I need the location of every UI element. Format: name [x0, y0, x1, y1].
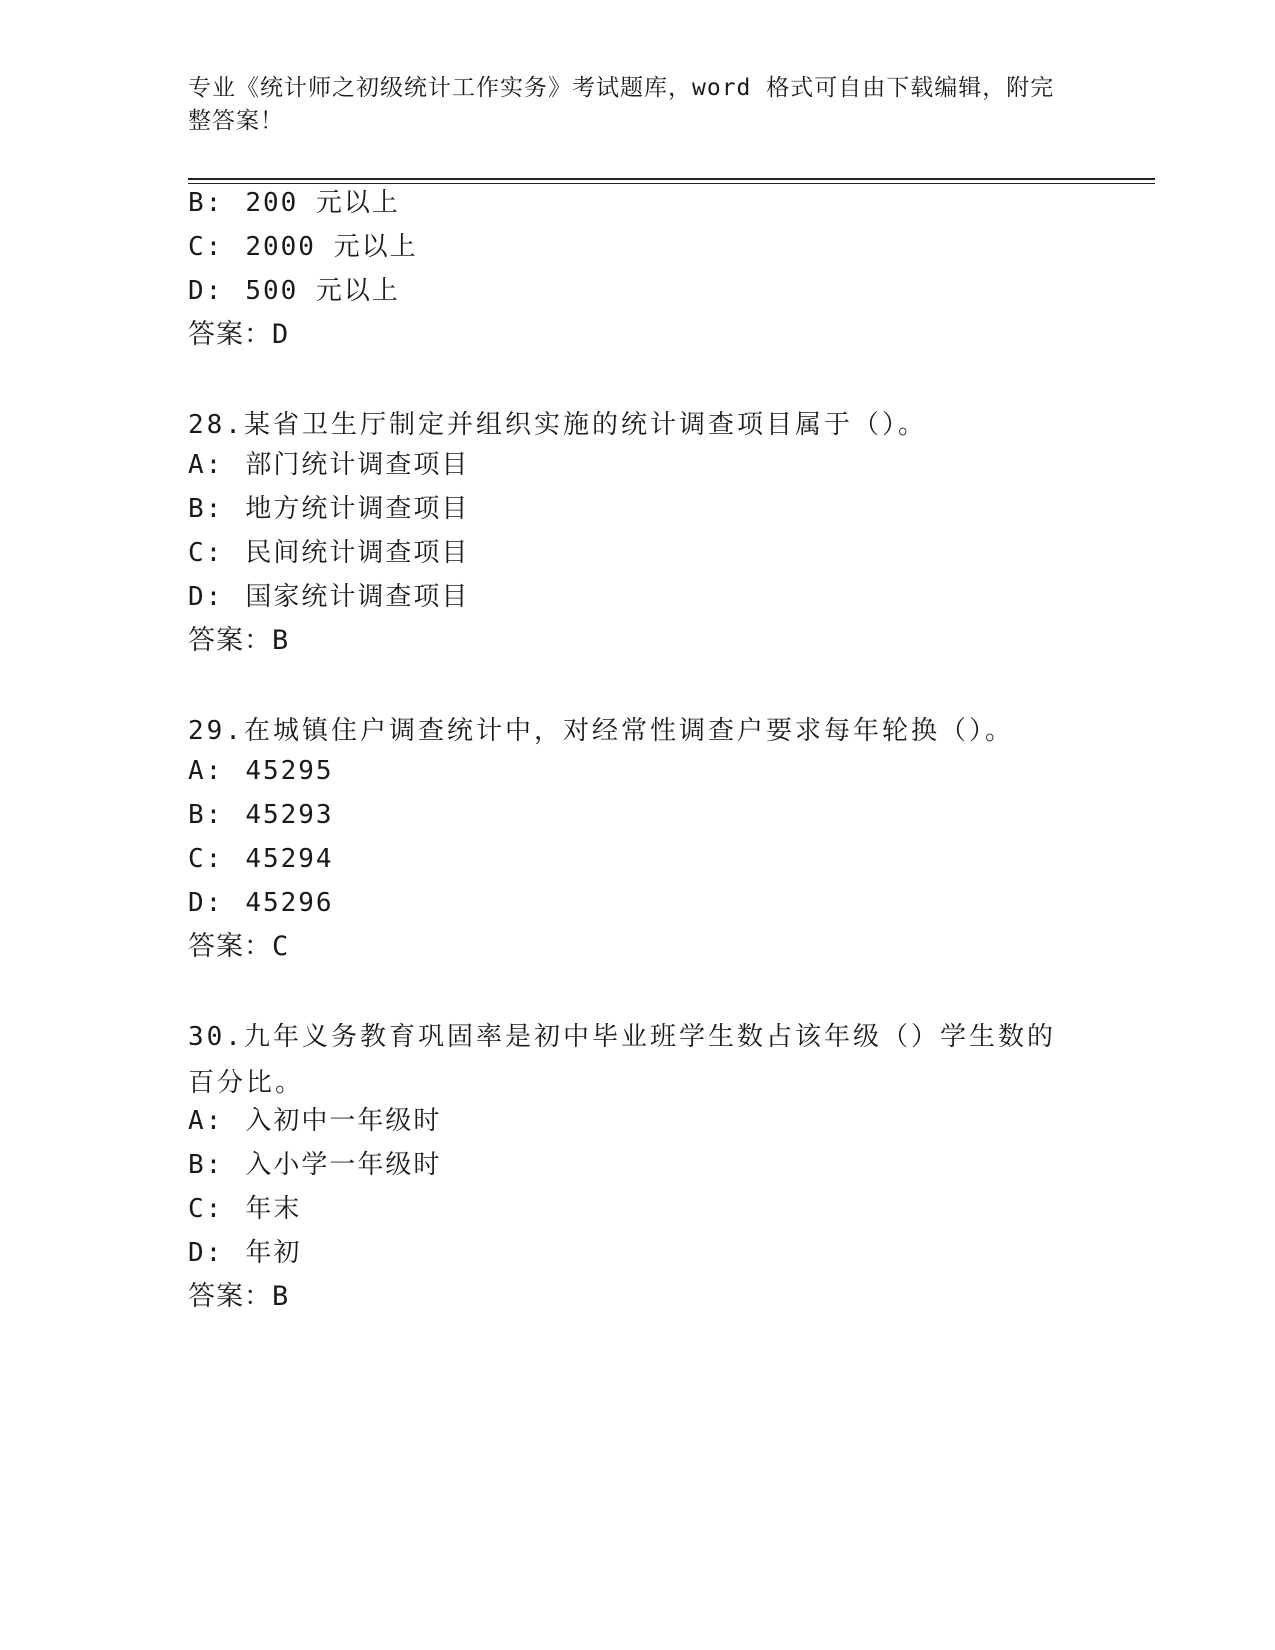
option-d [188, 1236, 301, 1270]
option-letter: A: [188, 756, 224, 786]
option-text: 200 元以上 [245, 188, 400, 218]
option-letter: D: [188, 582, 224, 612]
option-text: 入小学一年级时 [245, 1150, 442, 1180]
option-text: 45294 [245, 844, 334, 874]
answer-value: B [272, 625, 290, 656]
option-b [188, 492, 469, 526]
option-letter: C: [188, 538, 224, 568]
option-text: 2000 元以上 [245, 232, 418, 262]
option-c [188, 842, 334, 876]
option-letter: B: [188, 1150, 224, 1180]
option-d [188, 580, 469, 614]
option-text: 部门统计调查项目 [245, 450, 470, 480]
answer-line [188, 930, 289, 964]
answer-value: B [272, 1281, 290, 1312]
option-text: 国家统计调查项目 [245, 582, 470, 612]
answer-line [188, 624, 289, 658]
option-b [188, 798, 334, 832]
option-letter: D: [188, 888, 224, 918]
option-c [188, 230, 418, 264]
option-letter: B: [188, 494, 224, 524]
answer-value: C [272, 931, 290, 962]
option-letter: B: [188, 800, 224, 830]
option-text: 45295 [245, 756, 334, 786]
option-letter: B: [188, 188, 224, 218]
document-header: 专业《统计师之初级统计工作实务》考试题库，word 格式可自由下载编辑，附完整答案！ [188, 75, 1055, 134]
question-28-text: 28.某省卫生厅制定并组织实施的统计调查项目属于（）。 [188, 410, 927, 440]
answer-line [188, 1280, 289, 1314]
answer-label: 答案： [188, 625, 272, 656]
answer-label: 答案： [188, 931, 272, 962]
option-a [188, 1104, 441, 1138]
option-text: 45296 [245, 888, 334, 918]
header-rule-thin [188, 183, 1155, 184]
question-30-text: 30.九年义务教育巩固率是初中毕业班学生数占该年级（）学生数的百分比。 [188, 1022, 1056, 1098]
option-text: 45293 [245, 800, 334, 830]
option-text: 年末 [245, 1194, 302, 1224]
option-text: 民间统计调查项目 [245, 538, 470, 568]
option-text: 地方统计调查项目 [245, 494, 470, 524]
answer-value: D [272, 319, 290, 350]
option-letter: D: [188, 276, 224, 306]
option-text: 500 元以上 [245, 276, 400, 306]
option-text: 入初中一年级时 [245, 1106, 442, 1136]
option-letter: D: [188, 1238, 224, 1268]
option-d [188, 886, 334, 920]
option-letter: C: [188, 232, 224, 262]
option-a [188, 448, 469, 482]
option-b [188, 1148, 441, 1182]
option-letter: A: [188, 450, 224, 480]
option-d [188, 274, 400, 308]
option-c [188, 536, 469, 570]
option-letter: C: [188, 844, 224, 874]
option-letter: C: [188, 1194, 224, 1224]
answer-label: 答案： [188, 1281, 272, 1312]
option-c [188, 1192, 301, 1226]
option-a [188, 754, 334, 788]
option-text: 年初 [245, 1238, 302, 1268]
question-29-text: 29.在城镇住户调查统计中，对经常性调查户要求每年轮换（）。 [188, 716, 1014, 746]
header-rule-thick [188, 178, 1155, 180]
option-b [188, 186, 400, 220]
answer-label: 答案： [188, 319, 272, 350]
answer-line [188, 318, 289, 352]
option-letter: A: [188, 1106, 224, 1136]
